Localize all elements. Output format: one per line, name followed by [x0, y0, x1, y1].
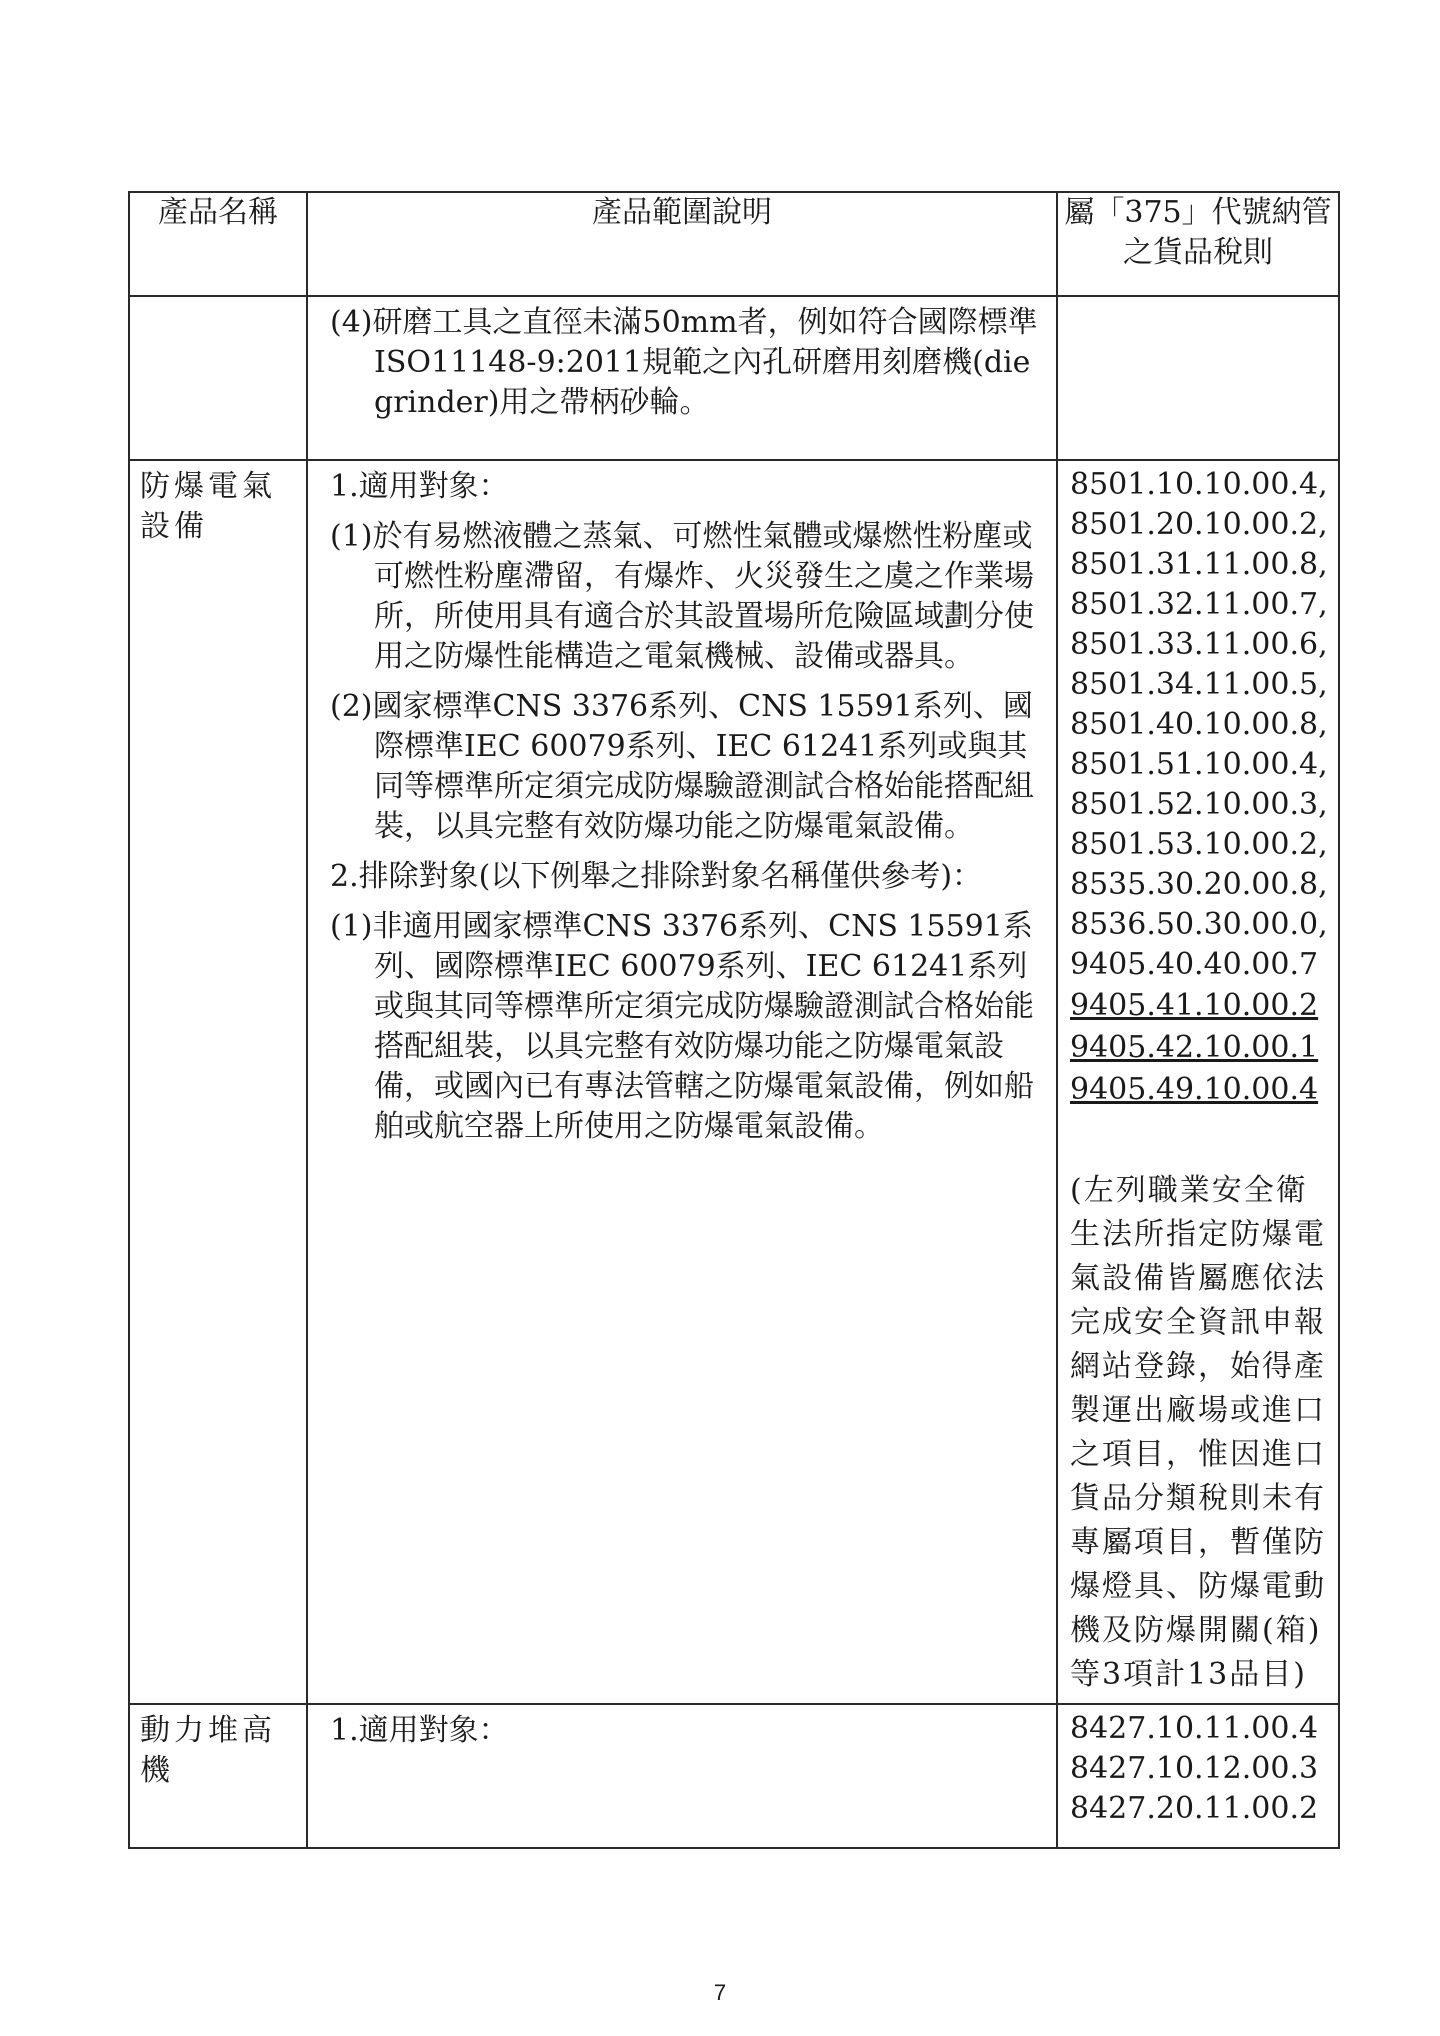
tariff-code: 8501.34.11.00.5,: [1070, 667, 1328, 702]
tariff-code: 8501.32.11.00.7,: [1070, 587, 1328, 622]
tariff-code: 8536.50.30.00.0,: [1070, 907, 1328, 942]
product-name-cell: [129, 296, 307, 460]
exclusion-heading: 2.排除對象(以下例舉之排除對象名稱僅供參考)：: [330, 859, 983, 894]
tariff-code: 8427.20.11.00.2: [1070, 1791, 1319, 1826]
table-row: [129, 460, 1339, 1704]
scope-paragraph: (4)研磨工具之直徑未滿50mm者，例如符合國際標準ISO11148-9:2011規範之內孔研磨用刻磨機(die grinder)用之帶柄砂輪。: [330, 305, 1038, 420]
tariff-code-underlined: 9405.42.10.00.1: [1070, 1030, 1319, 1065]
tariff-code: 8427.10.11.00.4: [1070, 1711, 1319, 1746]
scope-paragraph: (1)於有易燃液體之蒸氣、可燃性氣體或爆燃性粉塵或可燃性粉塵滯留，有爆炸、火災發生之虞之作業場所，所使用具有適合於其設置場所危險區域劃分使用之防爆性能構造之電氣機械、設備或器具。: [330, 519, 1034, 674]
scope-heading: 1.適用對象：: [330, 469, 509, 504]
tariff-codes-cell: [1057, 460, 1339, 1704]
tariff-code: 8427.10.12.00.3: [1070, 1751, 1319, 1786]
header-product-scope: 產品範圍說明: [307, 192, 1057, 296]
header-product-name: 產品名稱: [129, 192, 307, 296]
table-row: [129, 296, 1339, 460]
header-tariff-codes: 屬「375」代號納管之貨品稅則: [1057, 192, 1339, 296]
product-name-cell: 防爆電氣設備: [129, 460, 307, 1704]
tariff-code: 8501.31.11.00.8,: [1070, 547, 1328, 582]
tariff-code: 8501.10.10.00.4,: [1070, 467, 1328, 502]
product-scope-cell: [307, 460, 1057, 1704]
tariff-code: 9405.40.40.00.7: [1070, 947, 1319, 982]
page-number: 7: [713, 1980, 727, 2005]
scope-paragraph: (1)非適用國家標準CNS 3376系列、CNS 15591系列、國際標準IEC 60079系列、IEC 61241系列或與其同等標準所定須完成防爆驗證測試合格始能搭配組裝，以具完整有效防爆功能之防爆電氣設備，或國內已有專法管轄之防爆電氣設備，例如船舶或航空器上所使用之防爆電氣設備。: [330, 909, 1034, 1144]
product-name-cell: 動力堆高機: [129, 1704, 307, 1848]
tariff-note: (左列職業安全衛生法所指定防爆電氣設備皆屬應依法完成安全資訊申報網站登錄，始得產製運出廠場或進口之項目，惟因進口貨品分類稅則未有專屬項目，暫僅防爆燈具、防爆電動機及防爆開關(箱)等3項計13品目): [1070, 1173, 1326, 1692]
tariff-code: 8501.40.10.00.8,: [1070, 707, 1328, 742]
tariff-codes-cell: [1057, 296, 1339, 460]
tariff-code: 8501.53.10.00.2,: [1070, 827, 1328, 862]
tariff-codes-cell: [1057, 1704, 1339, 1848]
product-scope-cell: [307, 296, 1057, 460]
tariff-code-underlined: 9405.41.10.00.2: [1070, 988, 1319, 1023]
tariff-code: 8535.30.20.00.8,: [1070, 867, 1328, 902]
tariff-code: 8501.51.10.00.4,: [1070, 747, 1328, 782]
tariff-code: 8501.20.10.00.2,: [1070, 507, 1328, 542]
tariff-code-underlined: 9405.49.10.00.4: [1070, 1072, 1319, 1107]
table-row: [129, 1704, 1339, 1848]
product-scope-table: [128, 191, 1340, 1849]
product-scope-cell: [307, 1704, 1057, 1848]
scope-heading: 1.適用對象：: [330, 1713, 509, 1748]
scope-paragraph: (2)國家標準CNS 3376系列、CNS 15591系列、國際標準IEC 60079系列、IEC 61241系列或與其同等標準所定須完成防爆驗證測試合格始能搭配組裝，以具完整有效防爆功能之防爆電氣設備。: [330, 689, 1034, 844]
tariff-code: 8501.33.11.00.6,: [1070, 627, 1328, 662]
table-header-row: [129, 192, 1339, 296]
tariff-code: 8501.52.10.00.3,: [1070, 787, 1328, 822]
